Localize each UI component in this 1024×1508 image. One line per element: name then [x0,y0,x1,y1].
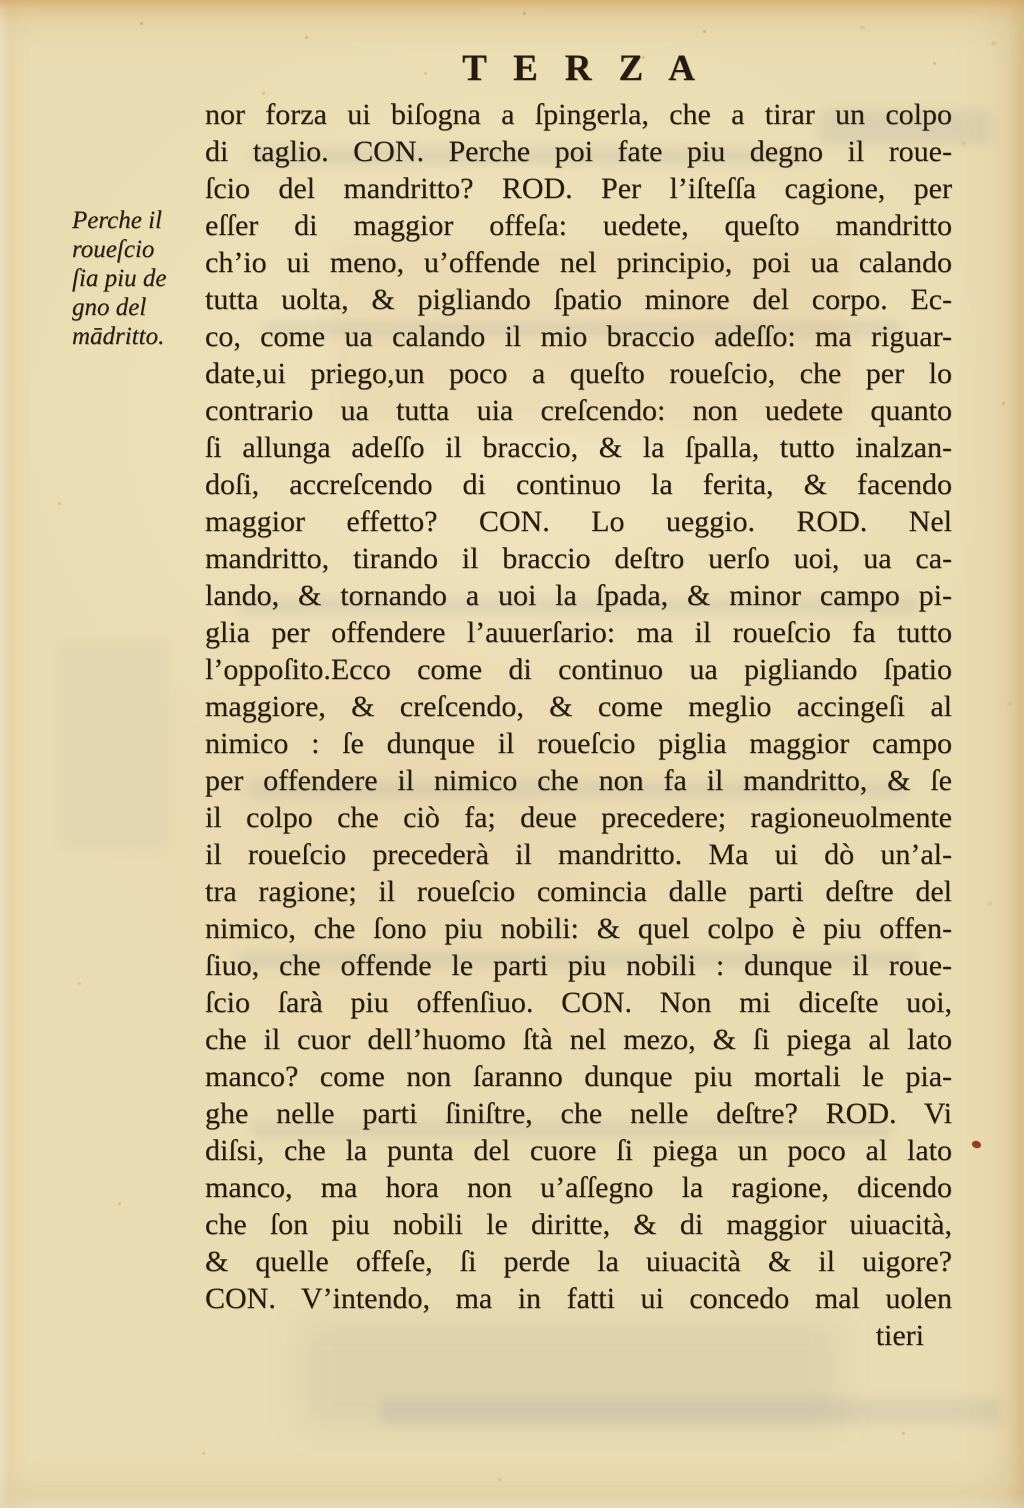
text-line: glia per offendere l’auuerſario: ma il roueſcio fa tutto [205,616,952,649]
text-line: nimico, che ſono piu nobili: & quel colpo è piu offen- [205,912,952,945]
catchword: tieri [875,1319,924,1352]
text-line: ſi allunga adeſſo il braccio, & la ſpalla, tutto inalzan- [205,431,952,464]
text-line: diſsi, che la punta del cuore ſi piega un poco al lato [205,1134,952,1167]
text-line: ſcio del mandritto? ROD. Per l’iſteſſa cagione, per [205,172,952,205]
text-line: maggior effetto? CON. Lo ueggio. ROD. Nel [205,505,952,538]
text-line: nor forza ui biſogna a ſpingerla, che a tirar un colpo [205,98,952,131]
bleed-through-ghost [380,1398,1000,1424]
text-line: manco? come non ſaranno dunque piu mortali le pia- [205,1060,952,1093]
foxing-speckles [0,0,3,3]
text-line: per offendere il nimico che non fa il mandritto, & ſe [205,764,952,797]
text-line: manco, ma hora non u’aſſegno la ragione, dicendo [205,1171,952,1204]
text-line: il colpo che ciò fa; deue precedere; ragioneuolmente [205,801,952,834]
text-line: ſcio ſarà piu offenſiuo. CON. Non mi diceſte uoi, [205,986,952,1019]
margin-note-line: mādritto. [72,323,165,350]
text-column [205,48,952,1354]
text-line: che il cuor dell’huomo ſtà nel mezo, & ſi piega al lato [205,1023,952,1056]
margin-note-line: Perche il [72,207,163,234]
text-line: CON. V’intendo, ma in fatti ui concedo mal uolen [205,1282,952,1315]
text-line: che ſon piu nobili le diritte, & di maggior uiuacità, [205,1208,952,1241]
margin-note-line: ſia piu de [72,265,167,292]
text-line: eſſer di maggior offeſa: uedete, queſto mandritto [205,209,952,242]
text-line: lando, & tornando a uoi la ſpada, & minor campo pi- [205,579,952,612]
body-text [205,96,952,1354]
text-line: ghe nelle parti ſiniſtre, che nelle deſtre? ROD. Vi [205,1097,952,1130]
text-line: date,ui priego,un poco a queſto roueſcio, che per lo [205,357,952,390]
text-line: doſi, accreſcendo di continuo la ferita, & facendo [205,468,952,501]
margin-note [72,206,206,351]
margin-note-line: roueſcio [72,236,155,263]
bleed-through-ghost [58,640,168,850]
text-line: l’oppoſito.Ecco come di continuo ua pigliando ſpatio [205,653,952,686]
text-line: di taglio. CON. Perche poi fate piu degno il roue- [205,135,952,168]
text-line: il roueſcio precederà il mandritto. Ma ui dò un’al- [205,838,952,871]
running-title: T E R Z A [462,48,704,89]
red-ink-speck [971,1140,982,1150]
text-line: tutta uolta, & pigliando ſpatio minore del corpo. Ec- [205,283,952,316]
text-line: contrario ua tutta uia creſcendo: non uedete quanto [205,394,952,427]
text-line: tra ragione; il roueſcio comincia dalle parti deſtre del [205,875,952,908]
text-line: mandritto, tirando il braccio deſtro uerſo uoi, ua ca- [205,542,952,575]
text-line: & quelle offeſe, ſi perde la uiuacità & il uigore? [205,1245,952,1278]
text-line: co, come ua calando il mio braccio adeſſo: ma riguar- [205,320,952,353]
text-line: maggiore, & creſcendo, & come meglio accingeſi al [205,690,952,723]
margin-note-line: gno del [72,294,147,321]
text-line: ſiuo, che offende le parti piu nobili : dunque il roue- [205,949,952,982]
text-line: ch’io ui meno, u’offende nel principio, poi ua calando [205,246,952,279]
text-line: nimico : ſe dunque il roueſcio piglia maggior campo [205,727,952,760]
